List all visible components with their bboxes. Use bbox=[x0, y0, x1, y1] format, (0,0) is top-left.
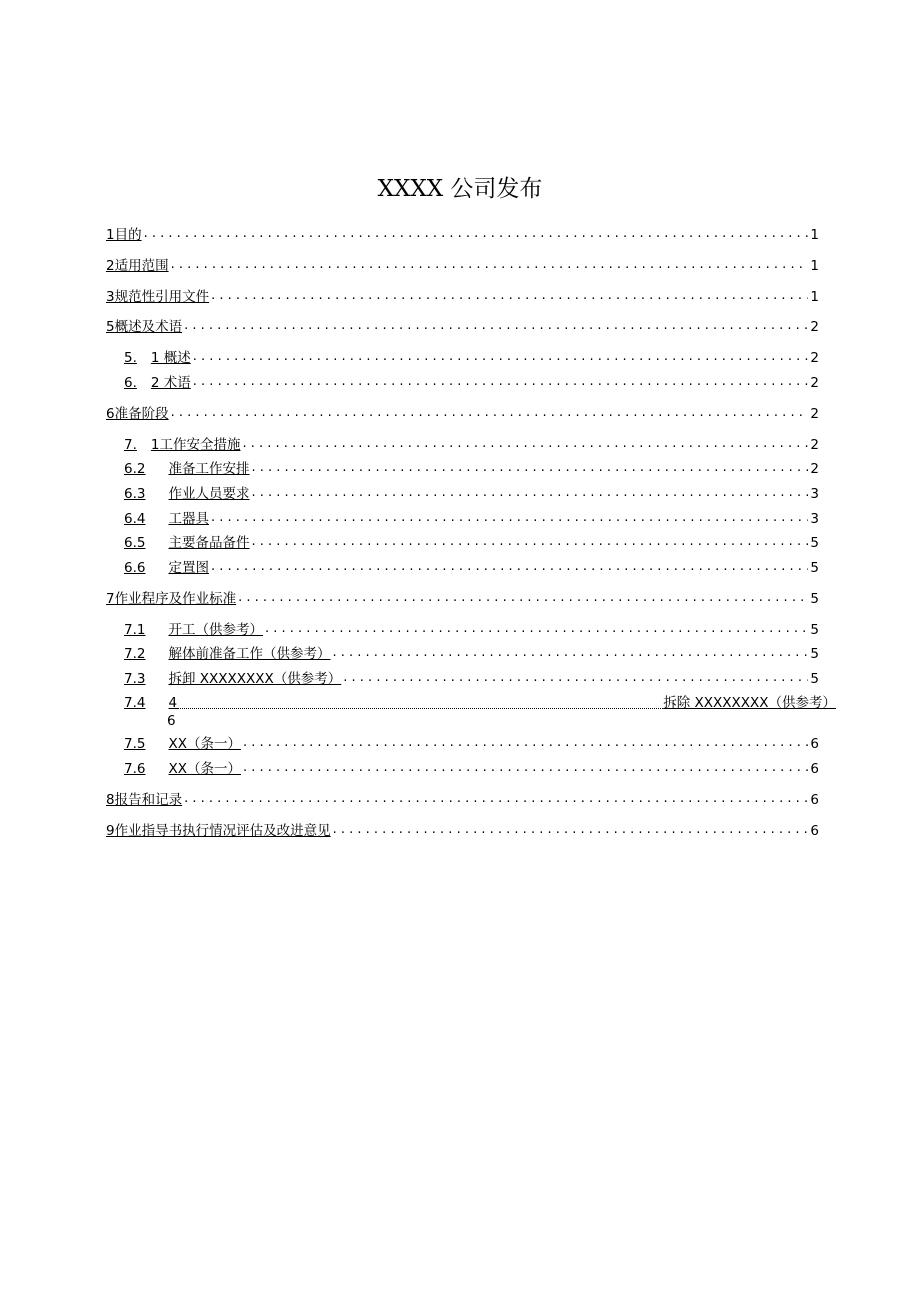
toc-entry-label: 作业程序及作业标准 bbox=[114, 591, 237, 607]
toc-entry-7-2[interactable] bbox=[124, 645, 819, 663]
toc-entry-page: 2 bbox=[810, 319, 819, 335]
toc-entry-3[interactable] bbox=[106, 288, 819, 306]
toc-entry-page: 6 bbox=[810, 736, 819, 752]
toc-leader bbox=[332, 643, 808, 662]
toc-entry-6-5[interactable] bbox=[124, 534, 819, 552]
toc-entry-label: 目的 bbox=[114, 227, 142, 243]
toc-leader bbox=[238, 588, 808, 607]
page-title: XXXX 公司发布 bbox=[377, 176, 543, 202]
toc-entry-page: 5 bbox=[810, 622, 819, 638]
toc-entry-number: 6.4 bbox=[124, 511, 146, 527]
toc-entry-page: 5 bbox=[810, 560, 819, 576]
toc-entry-page: 3 bbox=[810, 486, 819, 502]
toc-leader bbox=[193, 347, 809, 366]
toc-entry-page: 2 bbox=[810, 461, 819, 477]
toc-entry-label: 1 概述 bbox=[150, 350, 191, 366]
toc-entry-number: 7 bbox=[106, 591, 115, 607]
toc-leader bbox=[193, 372, 809, 391]
toc-entry-7-6[interactable] bbox=[124, 760, 819, 778]
toc-entry-number: 7.6 bbox=[124, 761, 146, 777]
toc-entry-9[interactable] bbox=[106, 822, 819, 840]
toc-entry-number: 1 bbox=[106, 227, 115, 243]
toc-entry-label: 1工作安全措施 bbox=[150, 437, 241, 453]
toc-entry-page: 2 bbox=[810, 375, 819, 391]
toc-entry-number: 3 bbox=[106, 289, 115, 305]
toc-leader bbox=[243, 758, 808, 777]
toc-entry-label: 作业指导书执行情况评估及改进意见 bbox=[114, 823, 331, 839]
toc-entry-6-2[interactable] bbox=[124, 460, 819, 478]
toc-entry-number: 7. bbox=[124, 437, 137, 453]
toc-entry-number: 7.4 bbox=[124, 695, 146, 711]
toc-entry-page: 5 bbox=[810, 646, 819, 662]
toc-leader bbox=[243, 733, 808, 752]
toc-entry-label: 2 术语 bbox=[150, 375, 191, 391]
toc-leader bbox=[211, 557, 808, 576]
toc-entry-6[interactable] bbox=[106, 405, 819, 423]
toc-entry-label: 拆除 XXXXXXXX（供参考） bbox=[663, 695, 836, 711]
toc-entry-page: 5 bbox=[810, 535, 819, 551]
toc-entry-page: 5 bbox=[810, 591, 819, 607]
toc-entry-label: 定置图 bbox=[168, 560, 209, 576]
toc-entry-label-prefix: 4 bbox=[168, 695, 178, 711]
toc-leader bbox=[333, 820, 809, 839]
toc-entry-number: 6.3 bbox=[124, 486, 146, 502]
toc-entry-6-6[interactable] bbox=[124, 559, 819, 577]
toc-entry-label: 规范性引用文件 bbox=[114, 289, 210, 305]
toc-leader bbox=[171, 255, 809, 274]
toc-leader bbox=[242, 434, 808, 453]
toc-entry-7[interactable] bbox=[106, 590, 819, 608]
toc-entry-page: 2 bbox=[810, 406, 819, 422]
toc-entry-number: 6. bbox=[124, 375, 137, 391]
toc-entry-number: 6.6 bbox=[124, 560, 146, 576]
toc-entry-page: 1 bbox=[810, 227, 819, 243]
toc-leader bbox=[144, 224, 809, 243]
toc-entry-number: 9 bbox=[106, 823, 115, 839]
toc-leader bbox=[177, 696, 663, 709]
toc-entry-page: 5 bbox=[810, 671, 819, 687]
toc-entry-7-4[interactable] bbox=[124, 694, 836, 730]
toc-entry-2[interactable] bbox=[106, 257, 819, 275]
toc-entry-number: 6.2 bbox=[124, 461, 146, 477]
toc-entry-page: 6 bbox=[810, 761, 819, 777]
toc-entry-number: 2 bbox=[106, 258, 115, 274]
toc-entry-label: 拆卸 XXXXXXXX（供参考） bbox=[168, 671, 342, 687]
toc-entry-label: 工器具 bbox=[168, 511, 209, 527]
toc-entry-5-1[interactable] bbox=[124, 349, 819, 367]
toc-entry-number: 6 bbox=[106, 406, 115, 422]
toc-entry-7-5[interactable] bbox=[124, 735, 819, 753]
toc-entry-page: 1 bbox=[810, 258, 819, 274]
toc-entry-label: XX（条一） bbox=[168, 736, 241, 752]
toc-entry-number: 7.1 bbox=[124, 622, 146, 638]
toc-entry-label: 解体前准备工作（供参考） bbox=[168, 646, 331, 662]
toc-entry-label: 准备工作安排 bbox=[168, 461, 250, 477]
toc-entry-page: 6 bbox=[167, 713, 176, 729]
toc-leader bbox=[211, 508, 808, 527]
toc-entry-5-2[interactable] bbox=[124, 374, 819, 392]
toc-entry-number: 8 bbox=[106, 792, 115, 808]
toc-entry-page: 2 bbox=[810, 350, 819, 366]
toc-entry-page: 6 bbox=[810, 823, 819, 839]
toc-entry-page: 6 bbox=[810, 792, 819, 808]
toc-entry-number: 5. bbox=[124, 350, 137, 366]
toc-entry-label: 主要备品备件 bbox=[168, 535, 250, 551]
toc-leader bbox=[251, 458, 808, 477]
toc-entry-label: 适用范围 bbox=[114, 258, 169, 274]
toc-leader bbox=[251, 483, 808, 502]
toc-entry-5[interactable] bbox=[106, 318, 819, 336]
toc-leader bbox=[265, 619, 808, 638]
toc-entry-number: 7.3 bbox=[124, 671, 146, 687]
toc-entry-6-4[interactable] bbox=[124, 510, 819, 528]
toc-entry-label: XX（条一） bbox=[168, 761, 241, 777]
toc-entry-page: 2 bbox=[810, 437, 819, 453]
toc-leader bbox=[171, 403, 809, 422]
toc-entry-page: 1 bbox=[810, 289, 819, 305]
toc-entry-label: 概述及术语 bbox=[114, 319, 183, 335]
toc-leader bbox=[211, 286, 808, 305]
toc-entry-label: 开工（供参考） bbox=[168, 622, 263, 638]
toc-leader bbox=[184, 316, 808, 335]
toc-entry-label: 报告和记录 bbox=[114, 792, 183, 808]
toc-entry-7-1[interactable] bbox=[124, 621, 819, 639]
toc-leader bbox=[184, 789, 808, 808]
toc-entry-8[interactable] bbox=[106, 791, 819, 809]
toc-leader bbox=[343, 668, 808, 687]
toc-entry-1[interactable] bbox=[106, 226, 819, 244]
toc-entry-number: 7.2 bbox=[124, 646, 146, 662]
toc-entry-7-3[interactable] bbox=[124, 670, 819, 688]
toc-entry-label: 作业人员要求 bbox=[168, 486, 250, 502]
toc-leader bbox=[251, 532, 808, 551]
toc-entry-6-3[interactable] bbox=[124, 485, 819, 503]
toc-entry-6-1[interactable] bbox=[124, 436, 819, 454]
toc-entry-number: 7.5 bbox=[124, 736, 146, 752]
toc-entry-label: 准备阶段 bbox=[114, 406, 169, 422]
toc-entry-page: 3 bbox=[810, 511, 819, 527]
toc-entry-number: 5 bbox=[106, 319, 115, 335]
toc-entry-number: 6.5 bbox=[124, 535, 146, 551]
